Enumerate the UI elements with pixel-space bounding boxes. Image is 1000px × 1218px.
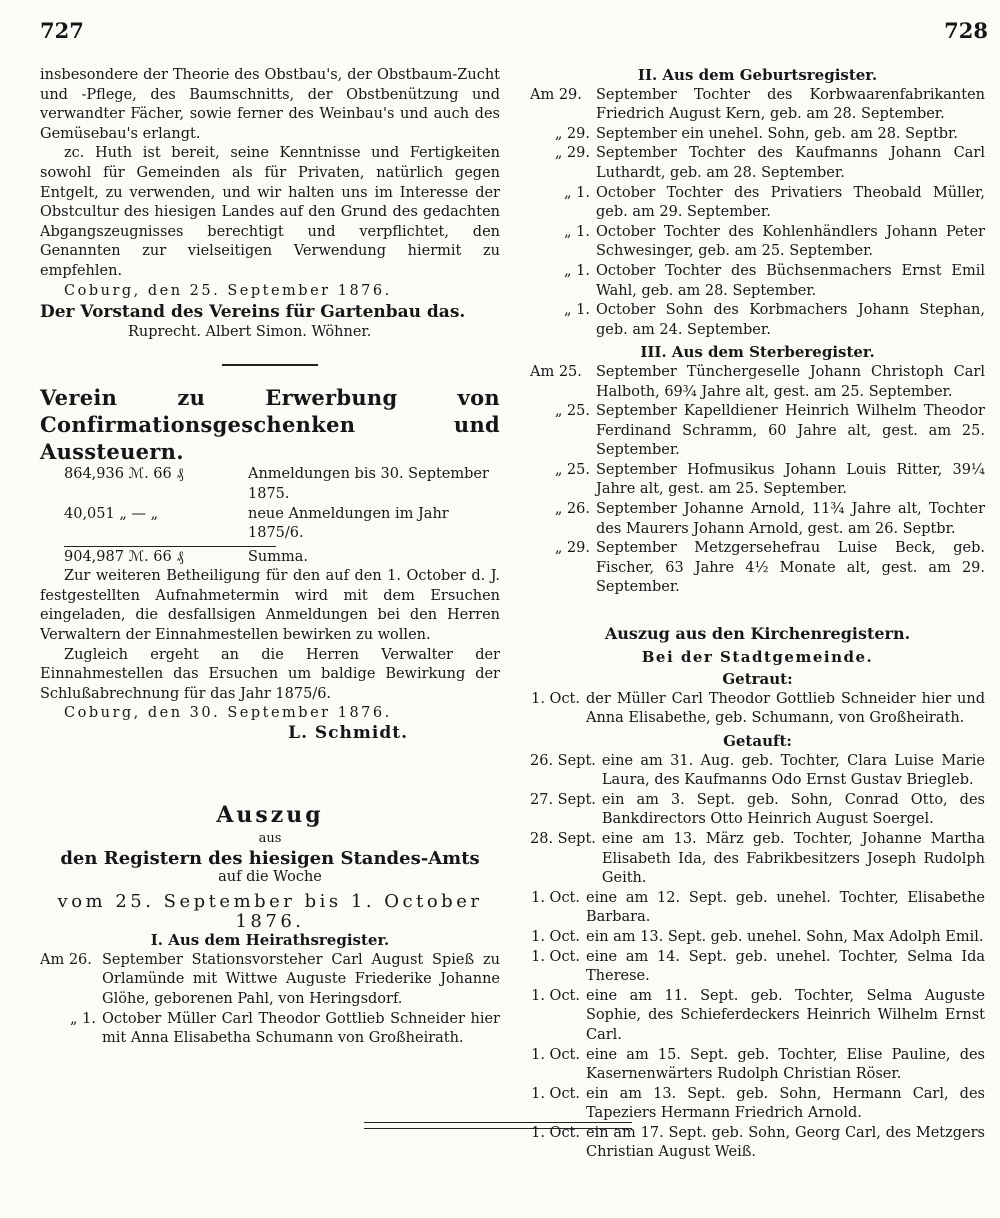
- city-parish-heading: Bei der Stadtgemeinde.: [641, 647, 874, 666]
- entry-date: „ 26.: [554, 501, 590, 518]
- entry-text: September ein unehel. Sohn, geb. am 28. Septbr.: [596, 125, 959, 142]
- baptized-entry: [530, 1085, 985, 1124]
- financial-sum-row: [64, 548, 500, 568]
- death-entry: [530, 539, 985, 598]
- birth-entry: [530, 301, 985, 340]
- marriage-register-entries: [40, 951, 500, 1049]
- entry-text: October Sohn des Korbmachers Johann Stephan, geb. am 24. September.: [596, 302, 985, 338]
- entry-date: 1. Oct.: [531, 1124, 580, 1141]
- birth-entry: [530, 144, 985, 183]
- section-divider: [222, 364, 318, 366]
- entry-text: September Tochter des Kaufmanns Johann Carl Luthardt, geb. am 28. September.: [596, 145, 985, 181]
- entry-date: „ 29.: [554, 145, 590, 162]
- entry-text: October Tochter des Kohlenhändlers Johann Peter Schwesinger, geb. am 25. September.: [596, 223, 985, 260]
- registry-period: vom 25. September bis 1. October 1876.: [57, 891, 483, 932]
- entry-text: eine am 13. März geb. Tochter, Johanne Martha Elisabeth Ida, des Fabrikbesitzers Joseph Rudolph Geith.: [601, 830, 985, 887]
- birth-register-heading: II. Aus dem Geburtsregister.: [637, 66, 878, 84]
- death-register-heading: III. Aus dem Sterberegister.: [640, 343, 875, 362]
- entry-text: eine am 15. Sept. geb. Tochter, Elise Pauline, des Kasernenwärters Rudolph Christian Röser.: [586, 1046, 985, 1083]
- baptized-entry: [530, 1124, 985, 1163]
- baptized-entry: [530, 791, 985, 830]
- entry-date: „ 29.: [554, 125, 590, 142]
- entry-text: October Tochter des Büchsenmachers Ernst Emil Wahl, geb. am 28. September.: [596, 262, 985, 299]
- page-number-left: 727: [40, 18, 84, 43]
- garden-notice-paragraph-2: zc. Huth ist bereit, seine Kenntnisse und Fertigkeiten sowohl für Gemeinden als für Privaten, natürlich gegen Entgelt, zu verwenden, und wir halten uns im Interesse der Obstcultur des hiesigen Landes auf den Grund des gedachten Abgangszeugnisses berechtigt und verpflichtet, den Genannten zur vielseitigen Verwendung hiermit zu empfehlen.: [40, 145, 500, 279]
- entry-date: 28. Sept.: [530, 830, 596, 847]
- birth-entry: [530, 125, 985, 145]
- entry-text: September Hofmusikus Johann Louis Ritter, 39¼ Jahre alt, gest. am 25. September.: [596, 461, 985, 498]
- financial-description: Anmeldungen bis 30. September 1875.: [248, 466, 489, 502]
- financial-amount: 864,936 ℳ. 66 ₰: [64, 466, 184, 483]
- financial-row: [64, 465, 500, 504]
- registry-aus: aus: [258, 831, 282, 847]
- financial-amount: 40,051 „ — „: [64, 505, 159, 522]
- garden-notice-date: Coburg, den 25. September 1876.: [64, 282, 392, 299]
- entry-date: „ 1.: [70, 1010, 96, 1027]
- entry-date: 26. Sept.: [530, 752, 596, 769]
- registry-week-label: auf die Woche: [218, 869, 322, 886]
- baptized-heading: Getauft:: [723, 732, 792, 750]
- church-registers-heading: Auszug aus den Kirchenregistern.: [604, 624, 911, 644]
- entry-date: „ 1.: [564, 223, 590, 240]
- entry-date: Am 25.: [530, 363, 582, 380]
- entry-date: 1. Oct.: [531, 1046, 580, 1063]
- birth-entry: [530, 262, 985, 301]
- garden-notice-paragraph-1: insbesondere der Theorie des Obstbau's, der Obstbaum-Zucht und -Pflege, des Baumschnitts, der Obstbenützung und verwandter Fächer, sowie ferner des Weinbau's und auch des Gemüsebau's erlangt.: [40, 67, 500, 142]
- entry-date: „ 29.: [554, 540, 590, 557]
- entry-text: September Kapelldiener Heinrich Wilhelm Theodor Ferdinand Schramm, 60 Jahre alt, gest. am 25. September.: [596, 403, 985, 459]
- entry-text: eine am 14. Sept. geb. unehel. Tochter, Selma Ida Therese.: [586, 948, 985, 985]
- entry-date: 1. Oct.: [531, 948, 580, 965]
- sum-amount: 904,987 ℳ. 66 ₰: [64, 548, 184, 565]
- garden-notice-names: Ruprecht. Albert Simon. Wöhner.: [128, 323, 372, 340]
- entry-text: ein am 17. Sept. geb. Sohn, Georg Carl, des Metzgers Christian August Weiß.: [586, 1124, 985, 1161]
- entry-date: 1. Oct.: [531, 690, 580, 707]
- baptized-entry: [530, 948, 985, 987]
- entry-date: 1. Oct.: [531, 928, 580, 945]
- birth-entry: [530, 223, 985, 262]
- entry-text: der Müller Carl Theodor Gottlieb Schneider hier und Anna Elisabethe, geb. Schumann, von Großheirath.: [586, 690, 985, 727]
- entry-text: September Stationsvorsteher Carl August Spieß zu Orlamünde mit Wittwe Auguste Friederike Johanne Glöhe, geborenen Pahl, von Heringsdorf.: [102, 951, 500, 1007]
- entry-date: Am 29.: [530, 86, 582, 103]
- entry-date: „ 1.: [564, 262, 590, 279]
- entry-text: September Johanne Arnold, 11¾ Jahre alt, Tochter des Maurers Johann Arnold, gest. am 26. Septbr.: [596, 501, 985, 537]
- association-date: Coburg, den 30. September 1876.: [64, 705, 392, 722]
- baptized-entry: [530, 752, 985, 791]
- association-signature: L. Schmidt.: [288, 723, 408, 744]
- entry-date: „ 25.: [554, 461, 590, 478]
- association-paragraph-1: Zur weiteren Betheiligung für den auf den 1. October d. J. festgestellten Aufnahmetermin wird mit dem Ersuchen eingeladen, die desfallsigen Anmeldungen bei den Herren Verwaltern der Einnahmestellen bewirken zu wollen.: [40, 568, 500, 644]
- page-number-right: 728: [944, 18, 988, 43]
- death-entry: [530, 500, 985, 539]
- sum-line: [64, 546, 276, 547]
- entry-text: ein am 3. Sept. geb. Sohn, Conrad Otto, des Bankdirectors Otto Heinrich August Soergel.: [601, 791, 985, 828]
- sum-label: Summa.: [248, 548, 309, 565]
- entry-text: eine am 11. Sept. geb. Tochter, Selma Auguste Sophie, des Schieferdeckers Heinrich Wilhelm Ernst Carl.: [586, 987, 985, 1043]
- death-register-entries: [530, 363, 985, 598]
- entry-text: eine am 31. Aug. geb. Tochter, Clara Luise Marie Laura, des Kaufmanns Odo Ernst Gustav Briegleb.: [601, 752, 985, 789]
- entry-date: 27. Sept.: [530, 791, 596, 808]
- entry-date: „ 1.: [564, 302, 590, 319]
- financial-rows: [40, 465, 500, 543]
- baptized-entry: [530, 928, 985, 948]
- baptized-entry: [530, 889, 985, 928]
- entry-text: October Tochter des Privatiers Theobald Müller, geb. am 29. September.: [596, 184, 985, 221]
- registry-extract-title: Auszug: [216, 801, 324, 828]
- association-heading: Verein zu Erwerbung von Confirmationsgeschenken und Aussteuern.: [40, 385, 500, 465]
- association-paragraph-2: Zugleich ergeht an die Herren Verwalter der Einnahmestellen das Ersuchen um baldige Bewirkung der Schlußabrechnung für das Jahr 1875/6.: [40, 646, 500, 702]
- entry-text: eine am 12. Sept. geb. unehel. Tochter, Elisabethe Barbara.: [586, 889, 985, 926]
- entry-date: „ 25.: [554, 403, 590, 420]
- entry-date: Am 26.: [40, 951, 92, 968]
- right-column: [530, 66, 985, 1163]
- marriage-entry: [40, 1010, 500, 1049]
- marriage-entry: [40, 951, 500, 1010]
- garden-notice-signature: Der Vorstand des Vereins für Gartenbau das.: [40, 302, 466, 323]
- birth-entry: [530, 86, 985, 125]
- baptized-entries: [530, 752, 985, 1163]
- married-entry: [530, 690, 985, 729]
- entry-text: ein am 13. Sept. geb. Sohn, Hermann Carl, des Tapeziers Hermann Friedrich Arnold.: [586, 1085, 985, 1122]
- birth-register-entries: [530, 86, 985, 341]
- married-entries: [530, 690, 985, 729]
- entry-date: 1. Oct.: [531, 889, 580, 906]
- entry-text: October Müller Carl Theodor Gottlieb Schneider hier mit Anna Elisabetha Schumann von Großheirath.: [102, 1010, 500, 1047]
- married-heading: Getraut:: [722, 670, 793, 689]
- entry-text: September Tochter des Korbwaarenfabrikanten Friedrich August Kern, geb. am 28. September.: [596, 86, 985, 123]
- death-entry: [530, 402, 985, 461]
- left-column: [40, 66, 500, 1049]
- baptized-entry: [530, 1046, 985, 1085]
- baptized-entry: [530, 987, 985, 1046]
- death-entry: [530, 461, 985, 500]
- entry-text: September Metzgersehefrau Luise Beck, geb. Fischer, 63 Jahre 4½ Monate alt, gest. am 29. September.: [596, 540, 985, 596]
- birth-entry: [530, 184, 985, 223]
- death-entry: [530, 363, 985, 402]
- entry-text: September Tünchergeselle Johann Christoph Carl Halboth, 69¾ Jahre alt, gest. am 25. September.: [596, 363, 985, 400]
- entry-date: „ 1.: [564, 184, 590, 201]
- entry-text: ein am 13. Sept. geb. unehel. Sohn, Max Adolph Emil.: [586, 928, 984, 945]
- financial-description: neue Anmeldungen im Jahr 1875/6.: [248, 505, 449, 542]
- financial-row: [64, 505, 500, 544]
- marriage-register-heading: I. Aus dem Heirathsregister.: [150, 931, 390, 950]
- closing-double-rule: [364, 1122, 632, 1129]
- baptized-entry: [530, 830, 985, 889]
- entry-date: 1. Oct.: [531, 1085, 580, 1102]
- registry-office-title: den Registern des hiesigen Standes-Amts: [60, 847, 480, 869]
- entry-date: 1. Oct.: [531, 987, 580, 1004]
